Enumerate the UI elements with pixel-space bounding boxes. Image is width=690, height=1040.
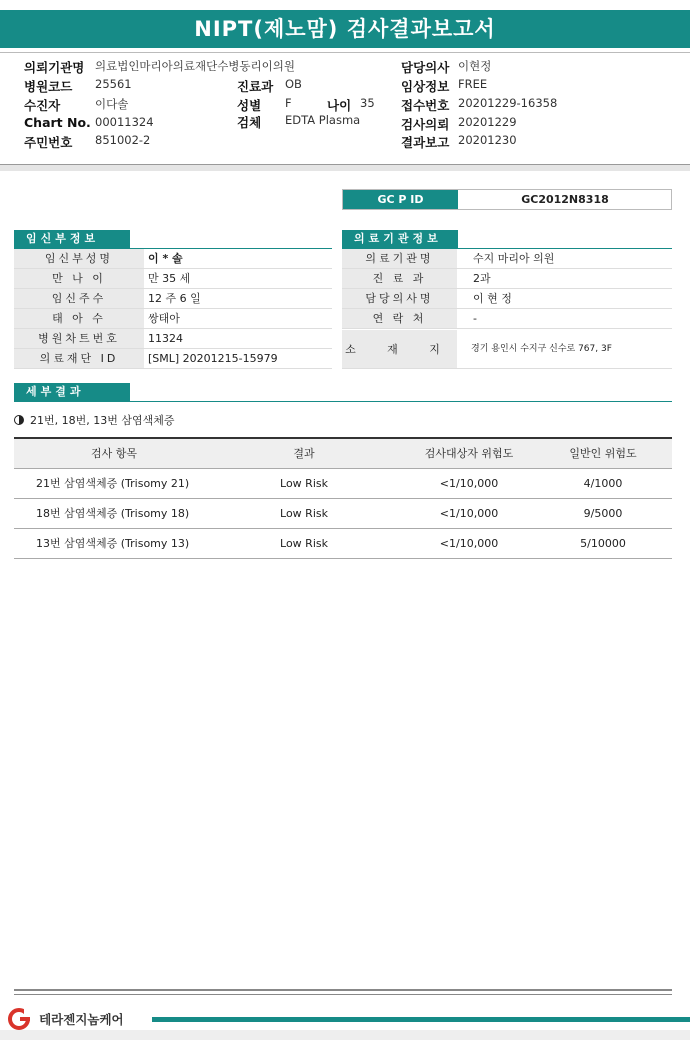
dept-value: OB <box>285 77 302 91</box>
result-subject-risk: <1/10,000 <box>439 507 499 520</box>
pregnant-row-value: 쌍태아 <box>148 312 180 325</box>
pregnant-row-value: 이 * 솔 <box>148 252 183 265</box>
age-label: 나이 <box>327 98 352 113</box>
receipt-label: 접수번호 <box>401 98 450 113</box>
institution-section-header: 의료기관정보 <box>342 230 458 248</box>
institution-row-key: 연 락 처 <box>342 309 457 328</box>
chart-value: 00011324 <box>95 115 154 129</box>
address-value: 경기 용인시 수지구 신수로 767, 3F <box>457 330 672 369</box>
result-value: Low Risk <box>280 477 328 490</box>
company-name: 테라젠지놈케어 <box>39 1012 124 1027</box>
result-value: Low Risk <box>280 507 328 520</box>
pregnant-row-key: 의료재단 ID <box>14 349 144 368</box>
detail-section-header: 세부결과 <box>14 383 130 401</box>
pregnant-row-key: 임신주수 <box>14 289 144 308</box>
pregnant-row-key: 만 나 이 <box>14 269 144 288</box>
id-label: 주민번호 <box>24 135 73 150</box>
result-general-risk: 5/10000 <box>580 537 626 550</box>
gcpid-label: GC P ID <box>343 190 458 209</box>
report-title: NIPT(제노맘) 검사결과보고서 <box>0 10 690 48</box>
company-logo <box>8 1008 124 1030</box>
hospital-label: 의뢰기관명 <box>24 60 85 75</box>
company-logo-icon <box>8 1008 30 1030</box>
pregnant-row-value: 11324 <box>148 332 183 345</box>
result-item: 13번 삼염색체증 (Trisomy 13) <box>36 537 190 550</box>
results-header-row <box>14 439 672 469</box>
institution-row-value: - <box>473 312 477 325</box>
result-general-risk: 4/1000 <box>583 477 623 490</box>
institution-row-key: 담당의사명 <box>342 289 457 308</box>
patient-value: 이다솔 <box>95 97 129 111</box>
result-general-risk: 9/5000 <box>583 507 623 520</box>
pregnant-row-key: 병원차트번호 <box>14 329 144 348</box>
report-date-value: 20201230 <box>458 133 517 147</box>
age-value: 35 <box>360 96 375 110</box>
institution-row-value: 2과 <box>473 272 491 285</box>
title-divider <box>0 52 690 53</box>
result-item: 18번 삼염색체증 (Trisomy 18) <box>36 507 190 520</box>
sex-label: 성별 <box>237 98 262 113</box>
specimen-label: 검체 <box>237 115 262 130</box>
receipt-value: 20201229-16358 <box>458 96 558 110</box>
footer-accent-bar <box>152 1017 690 1022</box>
clinic-value: FREE <box>458 77 488 91</box>
institution-row <box>342 249 672 269</box>
column-header-general-risk: 일반인 위험도 <box>569 447 637 460</box>
detail-summary-text: 21번, 18번, 13번 삼염색체증 <box>30 414 175 427</box>
report-date-label: 결과보고 <box>401 135 450 150</box>
page-bottom-strip <box>0 1030 690 1040</box>
gcpid-box <box>342 189 672 210</box>
pregnant-row-key: 임신부성명 <box>14 249 144 268</box>
pregnant-row <box>14 269 332 289</box>
results-table <box>14 437 672 559</box>
column-header-item: 검사 항목 <box>90 447 137 460</box>
id-value: 851002-2 <box>95 133 151 147</box>
institution-row-key: 의료기관명 <box>342 249 457 268</box>
pregnant-section-header: 임신부정보 <box>14 230 130 248</box>
pregnant-row <box>14 249 332 269</box>
chart-label: Chart No. <box>24 115 91 130</box>
code-value: 25561 <box>95 77 132 91</box>
header-divider <box>0 164 690 171</box>
pregnant-row-value: 12 주 6 일 <box>148 292 201 305</box>
doctor-value: 이현정 <box>458 59 492 73</box>
pregnant-row-key: 태 아 수 <box>14 309 144 328</box>
address-label: 소 재 지 <box>342 330 457 369</box>
institution-row-value: 수지 마리아 의원 <box>473 252 555 265</box>
result-item: 21번 삼염색체증 (Trisomy 21) <box>36 477 190 490</box>
gcpid-value: GC2012N8318 <box>521 193 609 206</box>
sex-value: F <box>285 96 292 110</box>
request-label: 검사의뢰 <box>401 117 450 132</box>
pregnant-row <box>14 349 332 369</box>
pregnant-row-value: [SML] 20201215-15979 <box>148 352 278 365</box>
detail-summary <box>14 412 174 428</box>
code-label: 병원코드 <box>24 79 73 94</box>
request-value: 20201229 <box>458 115 517 129</box>
specimen-value: EDTA Plasma <box>285 113 361 127</box>
clinic-label: 임상정보 <box>401 79 450 94</box>
column-header-result: 결과 <box>293 447 315 460</box>
institution-row-value: 이 현 정 <box>473 292 512 305</box>
table-row <box>14 529 672 559</box>
result-value: Low Risk <box>280 537 328 550</box>
pregnant-row <box>14 329 332 349</box>
pregnant-row <box>14 289 332 309</box>
table-row <box>14 499 672 529</box>
dept-label: 진료과 <box>237 79 274 94</box>
footer-divider <box>14 989 672 995</box>
table-row <box>14 469 672 499</box>
result-subject-risk: <1/10,000 <box>439 537 499 550</box>
detail-section-line <box>14 401 672 402</box>
hospital-value: 의료법인마리아의료재단수병동리이의원 <box>95 59 295 73</box>
doctor-label: 담당의사 <box>401 60 450 75</box>
institution-row-key: 진 료 과 <box>342 269 457 288</box>
pregnant-row-value: 만 35 세 <box>148 272 191 285</box>
institution-row <box>342 309 672 329</box>
patient-label: 수진자 <box>24 98 61 113</box>
result-subject-risk: <1/10,000 <box>439 477 499 490</box>
half-circle-icon <box>14 415 24 425</box>
institution-row <box>342 289 672 309</box>
institution-row <box>342 269 672 289</box>
request-info <box>0 54 690 166</box>
column-header-subject-risk: 검사대상자 위험도 <box>424 447 514 460</box>
pregnant-row <box>14 309 332 329</box>
